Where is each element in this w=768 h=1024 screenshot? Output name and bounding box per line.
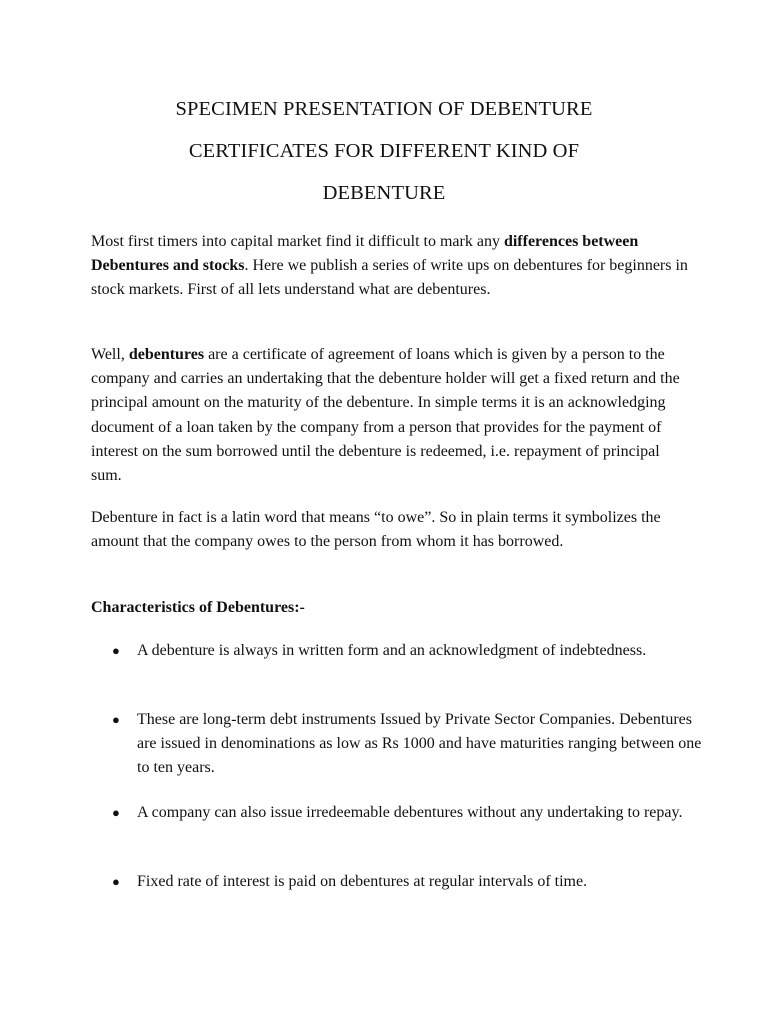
bullet-icon: ● [112,643,120,658]
list-item [112,870,702,894]
intro-text-start: Most first timers into capital market find it difficult to mark any [91,233,504,250]
intro-paragraph [91,230,691,303]
list-item [112,708,702,781]
document-title [60,88,708,214]
list-item-text: A company can also issue irredeemable debentures without any undertaking to repay. [137,804,683,821]
intro-bold-text: differences between Debentures and stocks [91,233,639,275]
title-line-2: CERTIFICATES FOR DIFFERENT KIND OF [188,140,580,162]
definition-bold-text: debentures [128,346,205,363]
bullet-icon: ● [112,805,120,820]
definition-paragraph [91,343,691,488]
bullet-icon: ● [112,712,120,727]
etymology-paragraph: Debenture in fact is a latin word that means “to owe”. So in plain terms it symbolizes the amount that the company owes to the person from whom it has borrowed. [91,509,661,551]
list-item [112,801,702,825]
definition-text-end: are a certificate of agreement of loans which is given by a person to the company and carries an undertaking that the debenture holder will get a fixed return and the principal amount on the maturity of the debenture. In simple terms it is an acknowledging document of a loan taken by the company from a person that provides for the payment of interest on the sum borrowed until the debenture is redeemed, i.e. repayment of principal sum. [91,346,680,485]
bullet-icon: ● [112,874,120,889]
intro-text-end: . Here we publish a series of write ups on debentures for beginners in stock markets. First of all lets understand what are debentures. [91,257,688,299]
list-item-text: These are long-term debt instruments Issued by Private Sector Companies. Debentures are issued in denominations as low as Rs 1000 and have maturities ranging between one to ten years. [137,711,702,777]
characteristics-heading: Characteristics of Debentures:- [91,599,305,616]
list-item [112,639,702,663]
title-line-1: SPECIMEN PRESENTATION OF DEBENTURE [175,98,593,120]
definition-text-start: Well, [91,346,129,363]
list-item-text: Fixed rate of interest is paid on debentures at regular intervals of time. [137,873,588,890]
list-item-text: A debenture is always in written form and an acknowledgment of indebtedness. [137,642,647,659]
title-line-3: DEBENTURE [322,182,446,204]
